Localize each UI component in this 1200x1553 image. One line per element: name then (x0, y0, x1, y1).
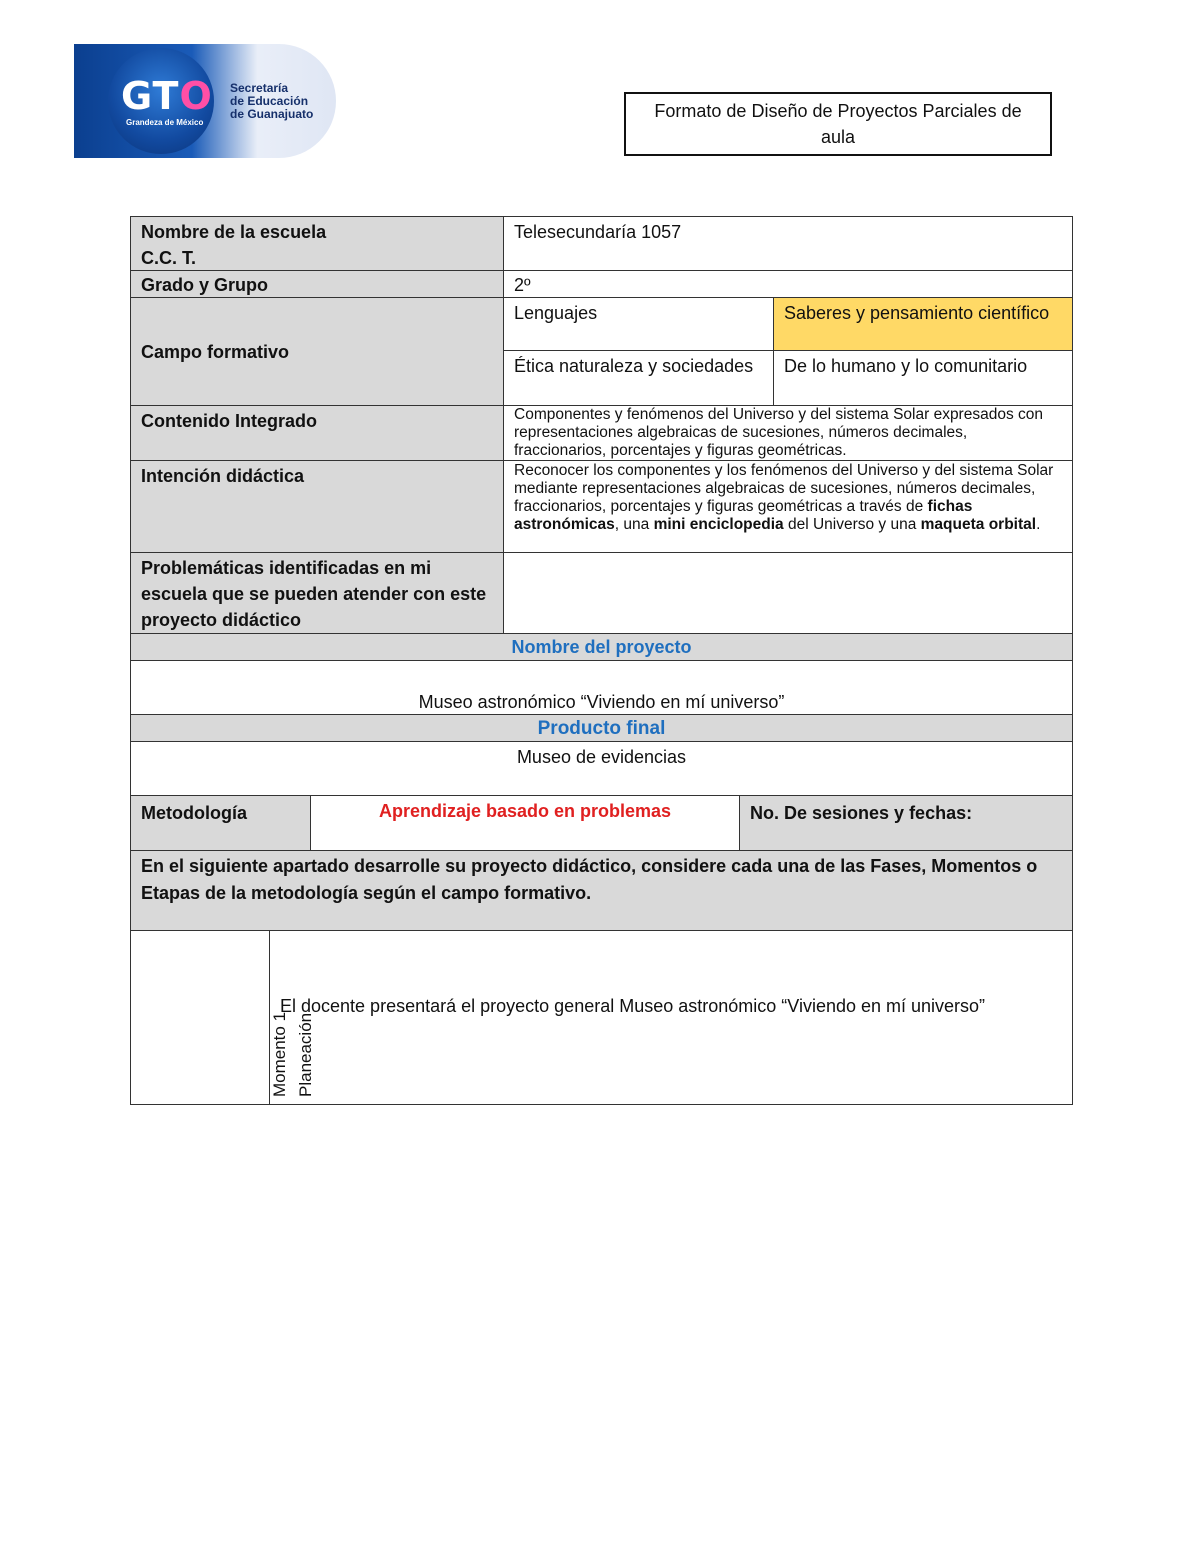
proyecto-value: Museo astronómico “Viviendo en mí universo” (418, 692, 785, 712)
campo-option-label: De lo humano y lo comunitario (784, 356, 1028, 376)
intencion-text-2: , una (614, 516, 654, 533)
sessions-label-cell (739, 795, 1073, 851)
momento-value: El docente presentará el proyecto general Museo astronómico “Viviendo en mí universo” (280, 996, 986, 1016)
instructions-text: En el siguiente apartado desarrolle su proyecto didáctico, considere cada una de las Fases, Momentos o Etapas de la metodología según el campo formativo. (141, 856, 1038, 903)
campo-option-humano[interactable] (773, 350, 1073, 406)
campo-option-lenguajes[interactable] (503, 297, 774, 351)
logo-mark: GTO (121, 74, 213, 118)
cct-label: C.C. T. (141, 248, 197, 268)
format-title: Formato de Diseño de Proyectos Parciales de aula (654, 101, 1022, 147)
proyecto-value-cell[interactable] (130, 660, 1073, 715)
campo-option-saberes[interactable] (773, 297, 1073, 351)
contenido-value-cell[interactable] (503, 405, 1073, 461)
intencion-bold-fichas: fichas astronómicas (514, 498, 973, 533)
campo-label: Campo formativo (141, 341, 290, 362)
proyecto-label: Nombre del proyecto (511, 637, 692, 657)
intencion-bold-enciclopedia: mini enciclopedia (653, 516, 784, 533)
contenido-label-cell (130, 405, 504, 461)
grade-value: 2º (514, 275, 531, 295)
sessions-label: No. De sesiones y fechas: (750, 803, 973, 823)
intencion-value-cell[interactable] (503, 460, 1073, 553)
grade-label: Grado y Grupo (141, 275, 269, 295)
contenido-value: Componentes y fenómenos del Universo y del sistema Solar expresados con representaciones algebraicas de sucesiones, números decimales, fraccionarios, porcentajes y figuras geométricas. (514, 406, 1043, 459)
logo-org-line-3: de Guanajuato (230, 107, 314, 121)
school-name-label: Nombre de la escuela (141, 222, 327, 242)
metodologia-value: Aprendizaje basado en problemas (378, 801, 672, 821)
producto-label: Producto final (537, 718, 666, 739)
format-title-box (624, 92, 1052, 156)
intencion-text-4: . (1036, 516, 1041, 533)
problematicas-label: Problemáticas identificadas en mi escuela que se pueden atender con este proyecto didáctico (141, 558, 487, 630)
proyecto-label-cell (130, 633, 1073, 661)
momento-label-cell (130, 930, 315, 1105)
problematicas-value-cell[interactable] (503, 552, 1073, 634)
producto-label-cell (130, 714, 1073, 742)
campo-option-label: Saberes y pensamiento científico (784, 303, 1050, 323)
campo-option-label: Ética naturaleza y sociedades (514, 356, 754, 376)
school-name-value-cell[interactable] (503, 216, 1073, 271)
problematicas-label-cell (130, 552, 504, 634)
intencion-bold-maqueta: maqueta orbital (920, 516, 1037, 533)
metodologia-label: Metodología (141, 803, 247, 823)
momento-value-cell[interactable] (269, 930, 1073, 1105)
intencion-label: Intención didáctica (141, 466, 305, 486)
intencion-label-cell (130, 460, 504, 553)
metodologia-label-cell (130, 795, 311, 851)
momento-label-1: Momento 1 (270, 1011, 289, 1097)
campo-option-label: Lenguajes (514, 303, 598, 323)
producto-value: Museo de evidencias (516, 747, 687, 767)
logo-org-line-2: de Educación (230, 94, 309, 108)
instructions-cell (130, 850, 1073, 931)
intencion-text-3: del Universo y una (783, 516, 921, 533)
logo-tagline: Grandeza de México (126, 118, 204, 127)
producto-value-cell[interactable] (130, 741, 1073, 796)
grade-label-cell (130, 270, 504, 298)
school-name-label-cell (130, 216, 504, 271)
momento-label-2: Planeación (296, 1012, 315, 1097)
school-name-value: Telesecundaría 1057 (514, 222, 682, 242)
intencion-text-1: Reconocer los componentes y los fenómenos del Universo y del sistema Solar mediante representaciones algebraicas de sucesiones, números decimales, fraccionarios, porcentajes y figuras geométricas a través de (514, 462, 1054, 515)
contenido-label: Contenido Integrado (141, 411, 317, 431)
gto-logo (74, 44, 336, 158)
campo-label-cell (130, 297, 504, 406)
metodologia-value-cell[interactable] (310, 795, 740, 851)
grade-value-cell[interactable] (503, 270, 1073, 298)
logo-org-name (230, 82, 340, 121)
campo-option-etica[interactable] (503, 350, 774, 406)
logo-org-line-1: Secretaría (230, 81, 289, 95)
